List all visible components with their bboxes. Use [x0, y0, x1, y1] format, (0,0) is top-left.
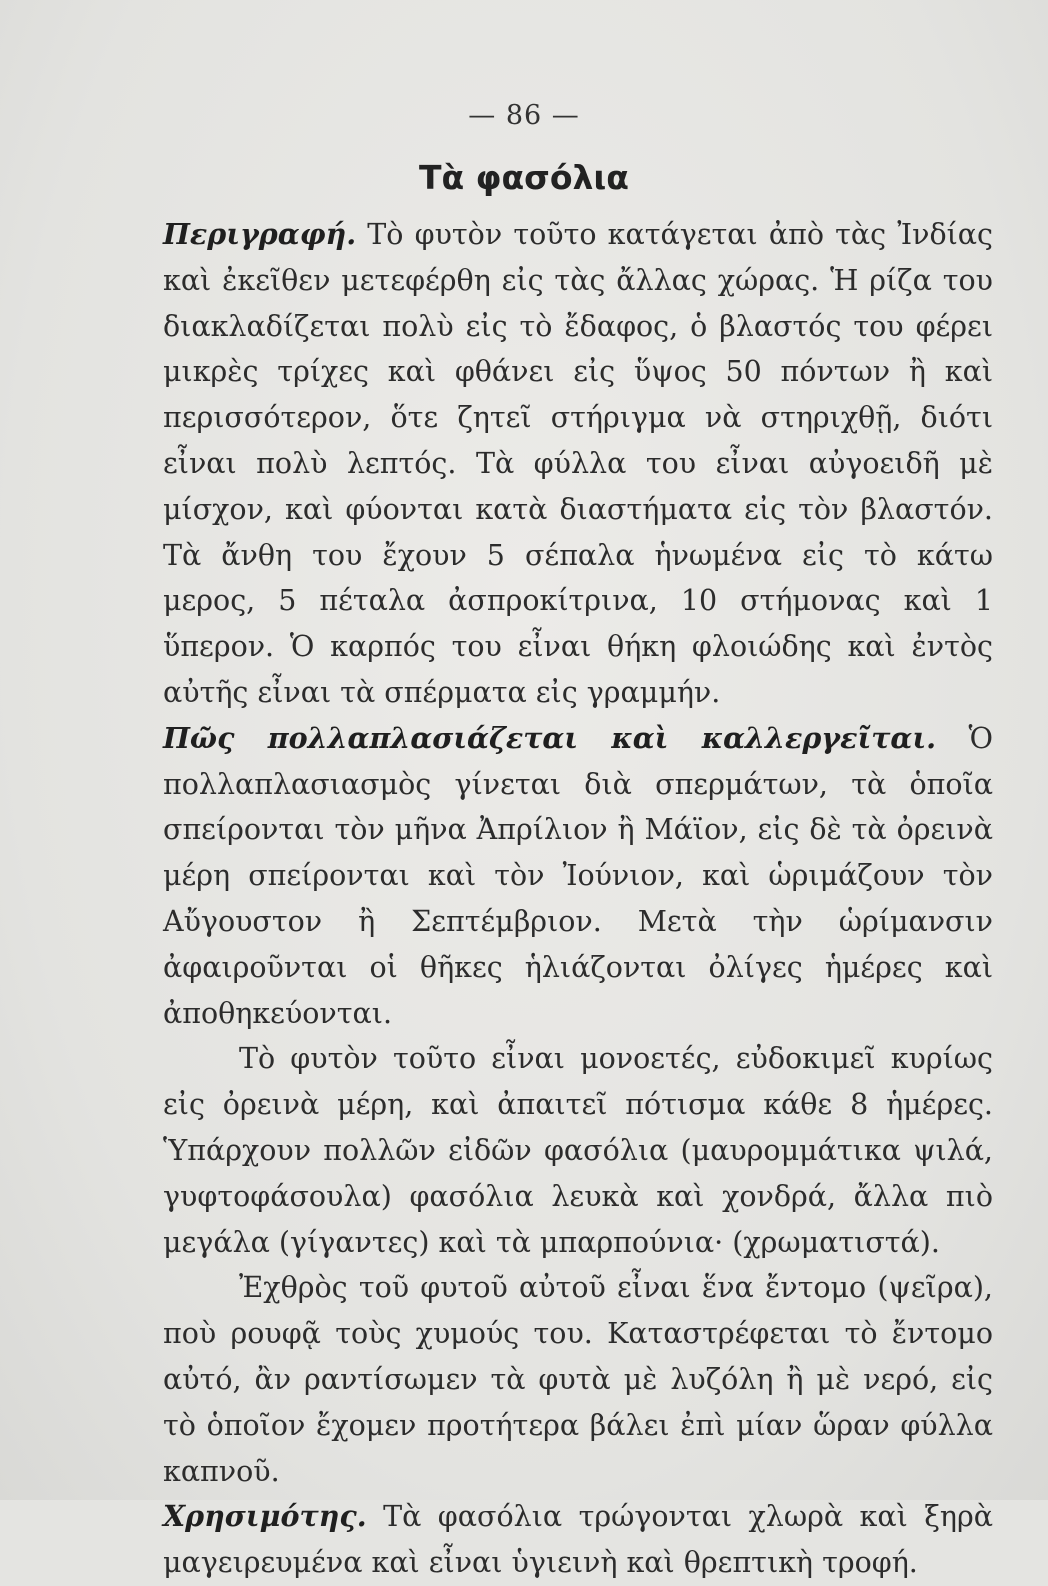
paragraph-pests: [163, 1265, 993, 1494]
paragraph-text: Τὸ φυτὸν τοῦτο κατάγεται ἀπὸ τὰς Ἰνδίας καὶ ἐκεῖθεν μετεφέρθη εἰς τὰς ἄλλας χώρας. Ἡ ρίζα του διακλαδίζεται πολὺ εἰς τὸ ἔδαφος, ὁ βλαστός του φέρει μικρὲς τρίχες καὶ φθάνει εἰς ὕψος 50 πόντων ἢ καὶ περισσότερον, ὅτε ζητεῖ στήριγμα νὰ στηριχθῇ, διότι εἶναι πολὺ λεπτός. Τὰ φύλλα του εἶναι αὐγοειδῆ μὲ μίσχον, καὶ φύονται κατὰ διαστήματα εἰς τὸν βλαστόν. Τὰ ἄνθη του ἔχουν 5 σέπαλα ἡνωμένα εἰς τὸ κάτω μερος, 5 πέταλα ἀσπροκίτρινα, 10 στήμονας καὶ 1 ὕπερον. Ὁ καρπός του εἶναι θήκη φλοιώδης καὶ ἐντὸς αὐτῆς εἶναι τὰ σπέρματα εἰς γραμμήν.: [163, 218, 993, 709]
paragraph-text: Ἐχθρὸς τοῦ φυτοῦ αὐτοῦ εἶναι ἕνα ἔντομο (ψεῖρα), ποὺ ρουφᾷ τοὺς χυμούς του. Καταστρέφεται τὸ ἔντομο αὐτό, ἂν ραντίσωμεν τὰ φυτὰ μὲ λυζόλη ἢ μὲ νερό, εἰς τὸ ὁποῖον ἔχομεν προτήτερα βάλει ἐπὶ μίαν ὥραν φύλλα καπνοῦ.: [163, 1271, 993, 1488]
paragraph-varieties: [163, 1036, 993, 1265]
page-title: Τὰ φασόλια: [419, 158, 629, 197]
paragraph-text: Ὁ πολλαπλασιασμὸς γίνεται διὰ σπερμάτων, τὰ ὁποῖα σπείρονται τὸν μῆνα Ἀπρίλιον ἢ Μάϊον, εἰς δὲ τὰ ὀρεινὰ μέρη σπείρονται καὶ τὸν Ἰούνιον, καὶ ὡριμάζουν τὸν Αὔγουστον ἢ Σεπτέμβριον. Μετὰ τὴν ὡρίμανσιν ἀφαιροῦνται οἱ θῆκες ἡλιάζονται ὀλίγες ἡμέρες καὶ ἀποθηκεύονται.: [163, 721, 993, 1030]
paragraph-text: Τὸ φυτὸν τοῦτο εἶναι μονοετές, εὐδοκιμεῖ κυρίως εἰς ὀρεινὰ μέρη, καὶ ἀπαιτεῖ πότισμα κάθε 8 ἡμέρες. Ὑπάρχουν πολλῶν εἰδῶν φασόλια (μαυρομμάτικα ψιλά, γυφτοφάσουλα) φασόλια λευκὰ καὶ χονδρά, ἄλλα πιὸ μεγάλα (γίγαντες) καὶ τὰ μπαρπούνια· (χρωματιστά).: [163, 1042, 993, 1259]
page-number: — 86 —: [468, 100, 580, 131]
paragraph-heading: Περιγραφή.: [163, 217, 357, 251]
paragraph-cultivation: [163, 716, 993, 1037]
paragraph-description: [163, 212, 993, 716]
paragraph-usefulness: [163, 1494, 993, 1586]
paragraph-heading: Πῶς πολλαπλασιάζεται καὶ καλλεργεῖται.: [163, 720, 937, 755]
paragraph-heading: Χρησιμότης.: [163, 1499, 367, 1534]
paragraph-text: Τὰ φασόλια τρώγονται χλωρὰ καὶ ξηρὰ μαγειρευμένα καὶ εἶναι ὑγιεινὴ καὶ θρεπτικὴ τροφή.: [163, 1500, 993, 1580]
body-text: [163, 212, 993, 1586]
